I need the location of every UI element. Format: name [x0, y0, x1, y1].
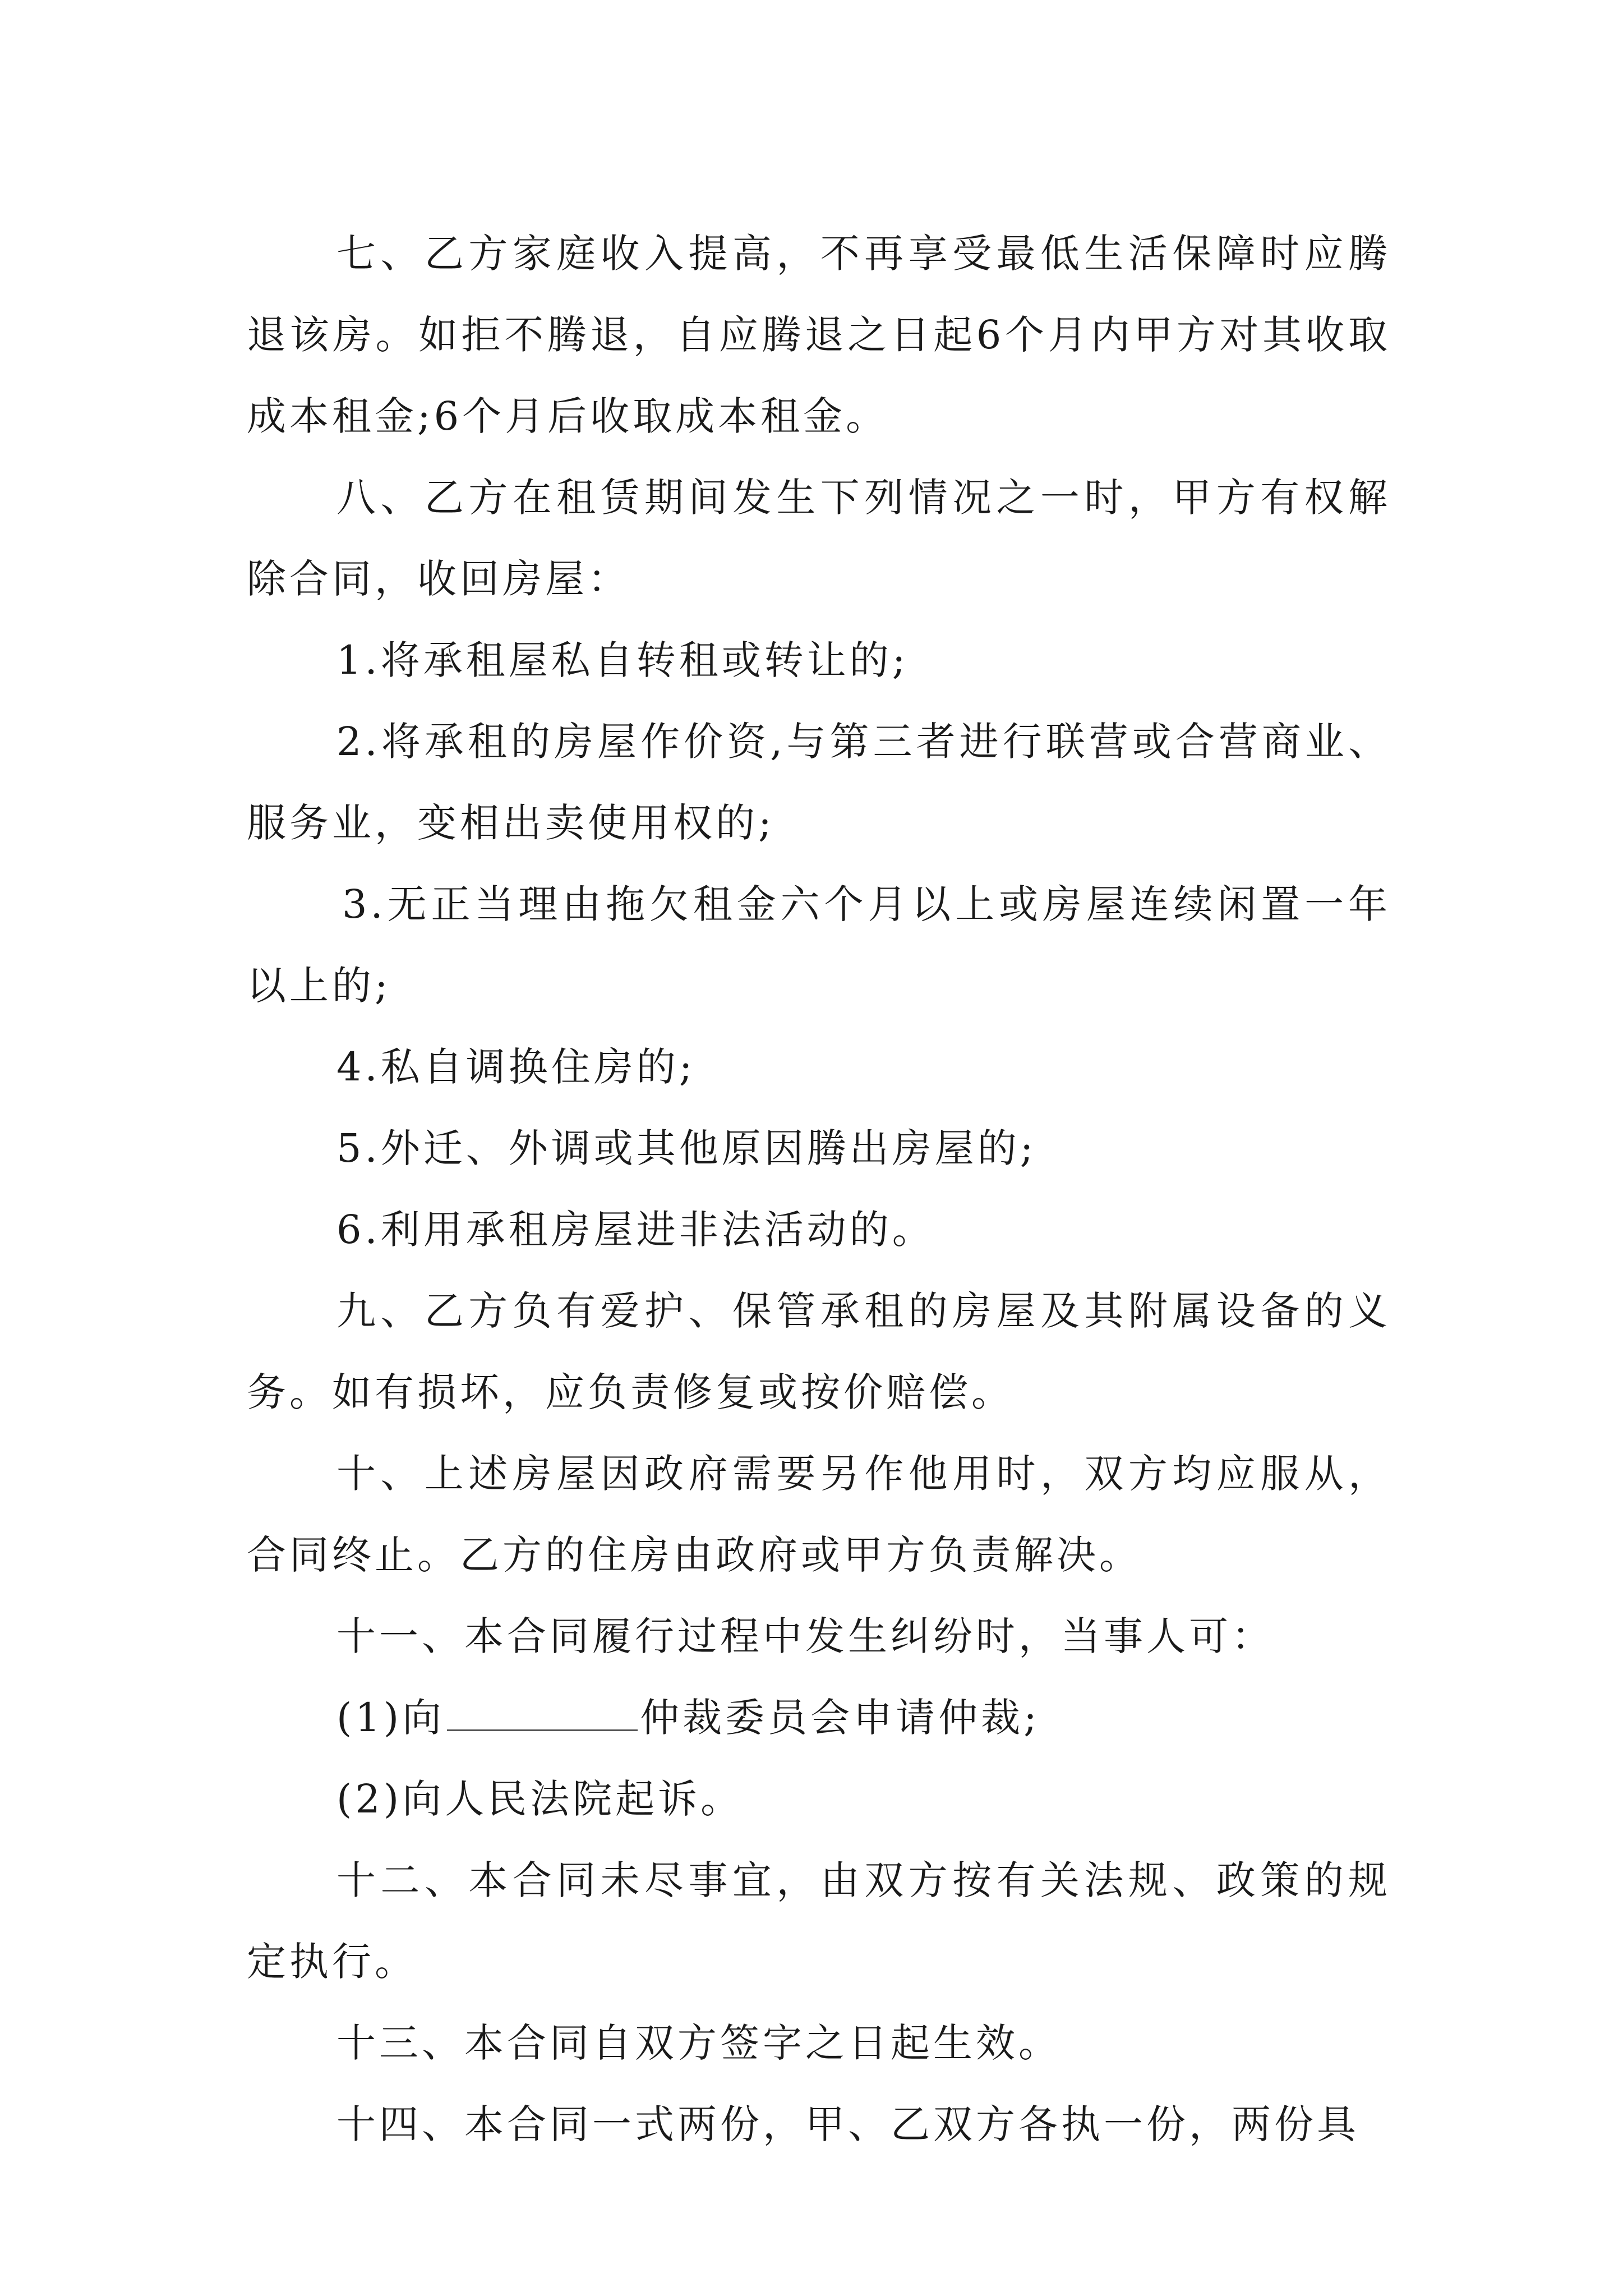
clause-13: 十三、本合同自双方签字之日起生效。: [336, 2020, 1061, 2066]
clause-8-item-4: 4.私自调换住房的;: [336, 1044, 696, 1090]
clause-8-item-6: 6.利用承租房屋进非法活动的。: [336, 1207, 935, 1253]
contract-body: [247, 213, 1391, 2165]
clause-8-item-2: 2.将承租的房屋作价资,与第三者进行联营或合营商业、服务业，变相出卖使用权的;: [247, 719, 1391, 846]
clause-8: 八、乙方在租赁期间发生下列情况之一时，甲方有权解除合同，收回房屋：: [247, 475, 1391, 602]
clause-8-item-3: 3.无正当理由拖欠租金六个月以上或房屋连续闲置一年以上的;: [247, 881, 1391, 1009]
clause-11-item-1: [247, 1677, 1391, 1759]
clause-12: 十二、本合同未尽事宜，由双方按有关法规、政策的规定执行。: [247, 1857, 1391, 1985]
arbitration-suffix: 仲裁委员会申请仲裁;: [640, 1695, 1040, 1741]
clause-9: 九、乙方负有爱护、保管承租的房屋及其附属设备的义务。如有损坏，应负责修复或按价赔偿。: [247, 1288, 1391, 1415]
clause-14: 十四、本合同一式两份，甲、乙双方各执一份，两份具: [336, 2101, 1359, 2147]
arbitration-blank-line: [447, 1697, 638, 1731]
clause-11-item-2: (2)向人民法院起诉。: [336, 1776, 744, 1822]
clause-8-item-1: 1.将承租屋私自转租或转让的;: [336, 637, 909, 683]
clause-8-item-5: 5.外迁、外调或其他原因腾出房屋的;: [336, 1125, 1037, 1171]
arbitration-prefix: (1)向: [336, 1695, 445, 1741]
clause-7: 七、乙方家庭收入提高，不再享受最低生活保障时应腾退该房。如拒不腾退，自应腾退之日起6个月内甲方对其收取成本租金;6个月后收取成本租金。: [247, 231, 1391, 439]
clause-11: 十一、本合同履行过程中发生纠纷时，当事人可：: [336, 1613, 1274, 1659]
clause-10: 十、上述房屋因政府需要另作他用时，双方均应服从，合同终止。乙方的住房由政府或甲方负责解决。: [247, 1451, 1391, 1578]
